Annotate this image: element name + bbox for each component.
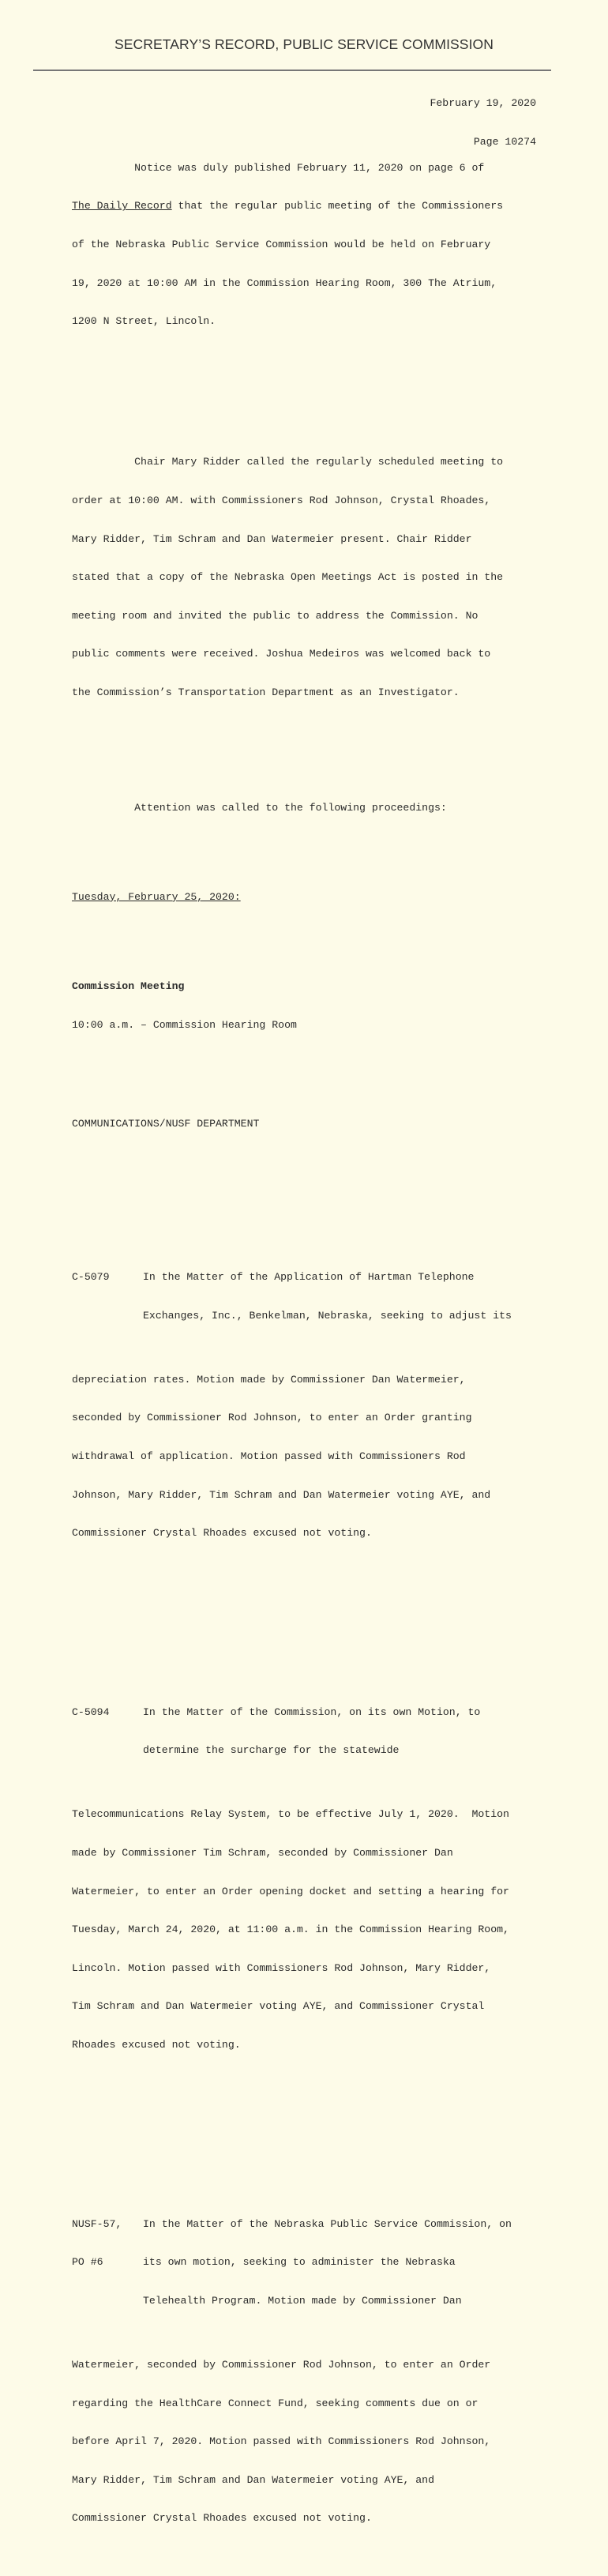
case-text-line: depreciation rates. Motion made by Commissioner Dan Watermeier, <box>72 1373 466 1386</box>
page-header-title: SECRETARY’S RECORD, PUBLIC SERVICE COMMISSION <box>114 36 494 52</box>
spacer <box>72 2103 546 2115</box>
case-row <box>72 1680 546 1783</box>
case-text-line: withdrawal of application. Motion passed with Commissioners Rod <box>72 1450 466 1462</box>
case-title <box>143 1680 480 1783</box>
case-title-line: its own motion, seeking to administer the Nebraska <box>143 2256 456 2269</box>
case-text-line: Lincoln. Motion passed with Commissioners Rod Johnson, Mary Ridder, <box>72 1961 491 1974</box>
spacer <box>72 929 546 942</box>
spacer <box>72 1591 546 1604</box>
case-title <box>143 1246 512 1348</box>
notice-paragraph <box>72 136 546 353</box>
case-text-line: before April 7, 2020. Motion passed with Commissioners Rod Johnson, <box>72 2435 491 2448</box>
case-number <box>72 2192 143 2333</box>
case-text-line: Rhoades excused not voting. <box>72 2039 241 2051</box>
notice-line: Notice was duly published February 11, 2020 on page 6 of <box>72 161 485 174</box>
publication-name: The Daily Record <box>72 200 172 212</box>
case-title-line: In the Matter of the Commission, on its own Motion, to <box>143 1705 481 1718</box>
department-heading: COMMUNICATIONS/NUSF DEPARTMENT <box>72 1117 260 1130</box>
case-text-line: seconded by Commissioner Rod Johnson, to enter an Order granting <box>72 1412 472 1424</box>
spacer <box>72 379 546 392</box>
case-text-line: Commissioner Crystal Rhoades excused not voting. <box>72 2512 372 2525</box>
document-body <box>72 111 546 2576</box>
case-number-line: C-5079 <box>72 1271 110 1284</box>
record-date: February 19, 2020 <box>430 97 536 110</box>
case-row <box>72 2192 546 2333</box>
paragraph-line: stated that a copy of the Nebraska Open Meetings Act is posted in the <box>72 571 504 584</box>
attention-line: Attention was called to the following proceedings: <box>72 801 447 814</box>
case-number <box>72 1246 143 1348</box>
meeting-time-location: 10:00 a.m. – Commission Hearing Room <box>72 1018 297 1031</box>
notice-line: of the Nebraska Public Service Commission would be held on February <box>72 239 491 251</box>
case-text-line: Watermeier, to enter an Order opening docket and setting a hearing for <box>72 1885 509 1897</box>
case-text-line: Telecommunications Relay System, to be effective July 1, 2020. Motion <box>72 1808 509 1821</box>
case-text-line: Mary Ridder, Tim Schram and Dan Watermeier voting AYE, and <box>72 2473 434 2486</box>
case-entry <box>72 2167 546 2551</box>
case-title-line: Exchanges, Inc., Benkelman, Nebraska, seeking to adjust its <box>143 1309 512 1322</box>
case-title-line: Telehealth Program. Motion made by Commissioner Dan <box>143 2294 462 2307</box>
spacer <box>72 840 546 852</box>
notice-line: 1200 N Street, Lincoln. <box>72 315 216 328</box>
paragraph-line: public comments were received. Joshua Medeiros was welcomed back to <box>72 648 491 660</box>
paragraph-line: meeting room and invited the public to address the Commission. No <box>72 609 479 622</box>
case-title-line: In the Matter of the Nebraska Public Service Commission, on <box>143 2217 512 2230</box>
case-text-line: Tuesday, March 24, 2020, at 11:00 a.m. in the Commission Hearing Room, <box>72 1924 509 1936</box>
notice-line <box>72 200 546 212</box>
case-number <box>72 1680 143 1783</box>
case-title-line: determine the surcharge for the statewide <box>143 1744 400 1757</box>
case-text-line: Commissioner Crystal Rhoades excused not voting. <box>72 1527 372 1540</box>
spacer <box>72 1057 546 1079</box>
case-text-line: Tim Schram and Dan Watermeier voting AYE, and Commissioner Crystal <box>72 2000 485 2013</box>
case-entry <box>72 1220 546 1565</box>
case-row <box>72 1246 546 1348</box>
case-text-line: Johnson, Mary Ridder, Tim Schram and Dan Watermeier voting AYE, and <box>72 1488 491 1501</box>
paragraph-line: Mary Ridder, Tim Schram and Dan Watermeier present. Chair Ridder <box>72 532 472 545</box>
paragraph-line: Chair Mary Ridder called the regularly scheduled meeting to <box>72 456 504 468</box>
spacer <box>72 750 546 763</box>
call-to-order-paragraph <box>72 431 546 725</box>
case-title-line: In the Matter of the Application of Hartman Telephone <box>143 1271 475 1284</box>
case-text-line: Watermeier, seconded by Commissioner Rod Johnson, to enter an Order <box>72 2358 491 2371</box>
case-number-line: PO #6 <box>72 2256 103 2269</box>
header-divider <box>33 70 551 71</box>
case-title <box>143 2192 512 2333</box>
case-entry <box>72 1655 546 2078</box>
spacer <box>72 1156 546 1168</box>
page-number: Page 10274 <box>473 136 536 149</box>
meeting-date-heading: Tuesday, February 25, 2020: <box>72 890 241 903</box>
paragraph-line: the Commission’s Transportation Department as an Investigator. <box>72 686 460 698</box>
notice-line-rest: that the regular public meeting of the Commissioners <box>171 200 504 212</box>
meeting-name: Commission Meeting <box>72 980 185 992</box>
case-text-line: made by Commissioner Tim Schram, seconded by Commissioner Dan <box>72 1847 453 1859</box>
paragraph-line: order at 10:00 AM. with Commissioners Rod Johnson, Crystal Rhoades, <box>72 494 491 506</box>
case-number-line: NUSF-57, <box>72 2217 122 2230</box>
case-number-line: C-5094 <box>72 1705 110 1718</box>
case-text-line: regarding the HealthCare Connect Fund, seeking comments due on or <box>72 2397 479 2409</box>
notice-line: 19, 2020 at 10:00 AM in the Commission Hearing Room, 300 The Atrium, <box>72 276 497 289</box>
